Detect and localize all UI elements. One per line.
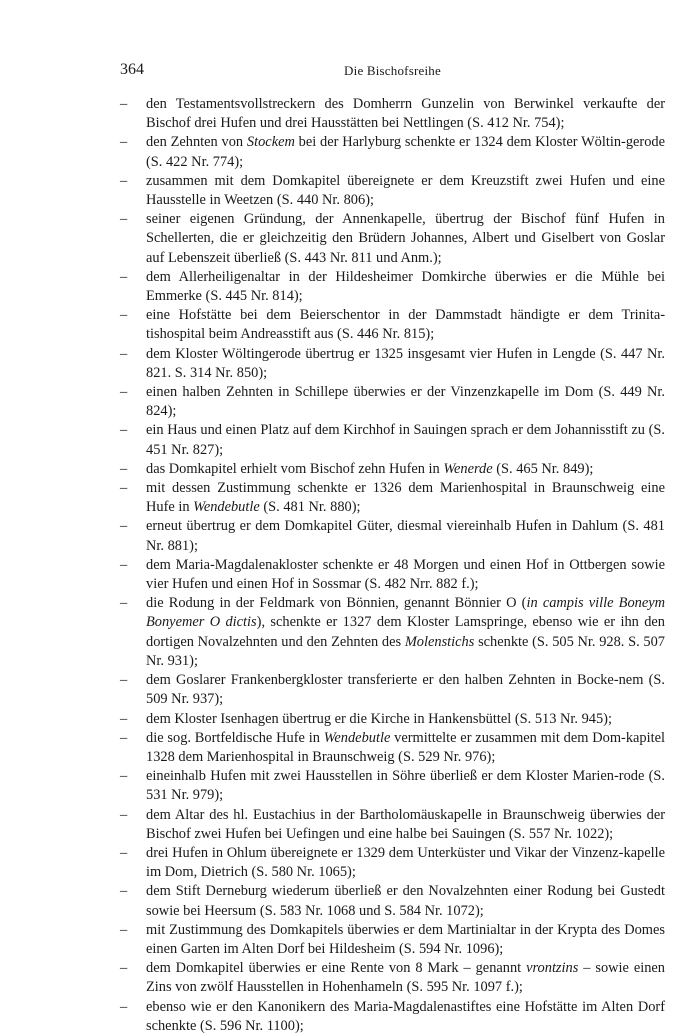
italic-term: Wendebutle: [323, 729, 391, 746]
entry-text: [146, 999, 665, 1034]
entry-segment: mit Zustimmung des Domkapitels überwies er dem Martinialtar in der Krypta des Domes einen Garten im Alten Dorf bei Hildesheim (S. 594 Nr. 1096);: [146, 921, 665, 957]
entry-text: [146, 422, 665, 457]
entry-text: [146, 730, 665, 765]
entry-segment: dem Goslarer Frankenbergkloster transferierte er den halben Zehnten in Bocke-nem (S. 509 Nr. 937);: [146, 672, 665, 708]
list-item: [120, 172, 665, 210]
entry-text: [146, 518, 665, 553]
entry-text: [146, 711, 612, 727]
entry-text: [146, 960, 665, 995]
entry-segment: dem Maria-Magdalenakloster schenkte er 48 Morgen und einen Hof in Ottbergen sowie vier Hufen und einen Hof in Sossmar (S. 482 Nrr. 882 f.);: [146, 556, 665, 593]
list-item: [120, 844, 665, 882]
entry-text: [146, 384, 665, 419]
bullet-dash: –: [120, 480, 128, 497]
entry-text: [146, 768, 665, 803]
list-item: [120, 806, 665, 844]
list-item: [120, 594, 665, 671]
entry-segment: erneut übertrug er dem Domkapitel Güter, diesmal viereinhalb Hufen in Dahlum (S. 481 Nr. 881);: [146, 518, 665, 554]
entry-segment: bei der Harlyburg schenkte er 1324 dem Kloster Wöltin-gerode (S. 422 Nr. 774);: [146, 134, 665, 170]
entry-text: [146, 307, 665, 342]
list-item: [120, 460, 665, 479]
entry-segment: dem Kloster Wöltingerode übertrug er 1325 insgesamt vier Hufen in Lengde (S. 447 Nr. 821. S. 314 Nr. 850);: [146, 345, 665, 381]
entry-segment: eine Hofstätte bei dem Beierschentor in der Dammstadt händigte er dem Trinita-tishospital beim Andreasstift aus (S. 446 Nr. 815);: [146, 307, 665, 343]
entry-segment: dem Altar des hl. Eustachius in der Bartholomäuskapelle in Braunschweig überwies der Bischof zwei Hufen bei Uefingen und eine halbe bei Sauingen (S. 557 Nr. 1022);: [146, 806, 665, 842]
bullet-dash: –: [120, 518, 128, 535]
entry-text: [146, 595, 665, 669]
list-item: [120, 95, 665, 133]
bullet-dash: –: [120, 345, 128, 362]
entry-segment: schenkte (S. 505 Nr. 928. S. 507 Nr. 931);: [146, 633, 665, 669]
list-item: [120, 421, 665, 459]
running-head: Die Bischofsreihe: [344, 63, 441, 78]
list-item: [120, 479, 665, 517]
entry-segment: ein Haus und einen Platz auf dem Kirchhof in Sauingen sprach er dem Johannisstift zu (S. 451 Nr. 827);: [146, 422, 665, 458]
italic-term: in campis ville Boneym Bonyemer O dictis: [146, 595, 666, 631]
bullet-dash: –: [120, 96, 128, 112]
list-item: [120, 882, 665, 920]
italic-term: Stockem: [246, 134, 295, 151]
italic-term: Wendebutle: [193, 499, 260, 516]
page-number: 364: [120, 61, 144, 78]
bullet-dash: –: [120, 172, 128, 189]
bullet-dash: –: [120, 460, 128, 477]
list-item: [120, 383, 665, 421]
bullet-dash: –: [120, 921, 128, 938]
entry-segment: (S. 481 Nr. 880);: [259, 499, 361, 516]
list-item: [120, 921, 665, 959]
entry-segment: dem Allerheiligenaltar in der Hildesheimer Domkirche überwies er die Mühle bei Emmerke (S. 445 Nr. 814);: [146, 268, 665, 305]
bullet-dash: –: [120, 960, 128, 977]
bullet-dash: –: [120, 710, 128, 727]
entry-text: [146, 480, 665, 515]
entry-segment: zusammen mit dem Domkapitel übereignete er dem Kreuzstift zwei Hufen und eine Hausstelle in Weetzen (S. 440 Nr. 806);: [146, 172, 665, 209]
italic-term: Molenstichs: [404, 633, 475, 650]
bullet-dash: –: [120, 806, 128, 823]
entry-text: [146, 461, 593, 477]
bullet-dash: –: [120, 595, 128, 612]
entry-segment: vermittelte er zusammen mit dem Dom-kapitel 1328 dem Marienhospital in Braunschweig (S. 529 Nr. 976);: [146, 729, 665, 765]
entry-segment: (S. 465 Nr. 849);: [492, 460, 594, 477]
entry-text: [146, 672, 665, 707]
bullet-dash: –: [120, 672, 128, 689]
entry-list: [120, 95, 665, 1036]
entry-segment: einen halben Zehnten in Schillepe überwies er der Vinzenzkapelle im Dom (S. 449 Nr. 824);: [146, 384, 665, 420]
entry-segment: seiner eigenen Gründung, der Annenkapelle, übertrug der Bischof fünf Hufen in Schellerten, die er gleichzeitig den Brüdern Johannes, Albert und Giselbert von Goslar auf Lebenszeit überließ (S. 443 Nr. 811 und Anm.);: [146, 211, 665, 266]
list-item: [120, 268, 665, 306]
entry-text: [146, 96, 665, 131]
list-item: [120, 959, 665, 997]
entry-segment: den Zehnten von: [146, 134, 247, 151]
bullet-dash: –: [120, 998, 128, 1015]
italic-term: vrontzins: [526, 960, 579, 977]
bullet-dash: –: [120, 307, 128, 324]
list-item: [120, 710, 665, 729]
bullet-dash: –: [120, 422, 128, 439]
entry-segment: mit dessen Zustimmung schenkte er 1326 dem Marienhospital in Braunschweig eine Hufe in: [146, 480, 665, 516]
list-item: [120, 133, 665, 171]
list-item: [120, 345, 665, 383]
bullet-dash: –: [120, 556, 128, 573]
entry-text: [146, 845, 665, 880]
entry-segment: ebenso wie er den Kanonikern des Maria-Magdalenastiftes eine Hofstätte im Alten Dorf schenkte (S. 596 Nr. 1100);: [146, 998, 665, 1034]
entry-segment: das Domkapitel erhielt vom Bischof zehn Hufen in: [146, 460, 444, 477]
list-item: [120, 671, 665, 709]
entry-text: [146, 346, 665, 381]
bullet-dash: –: [120, 384, 128, 401]
list-item: [120, 306, 665, 344]
entry-text: [146, 211, 665, 265]
italic-term: Wenerde: [443, 460, 493, 477]
list-item: [120, 767, 665, 805]
entry-segment: dem Kloster Isenhagen übertrug er die Kirche in Hankensbüttel (S. 513 Nr. 945);: [146, 710, 612, 727]
entry-segment: drei Hufen in Ohlum übereignete er 1329 dem Unterküster und Vikar der Vinzenz-kapelle im Dom, Dietrich (S. 580 Nr. 1065);: [146, 844, 665, 881]
entry-text: [146, 269, 665, 304]
entry-text: [146, 922, 665, 957]
bullet-dash: –: [120, 768, 128, 785]
list-item: [120, 556, 665, 594]
entry-text: [146, 134, 665, 169]
bullet-dash: –: [120, 729, 128, 746]
entry-segment: dem Domkapitel überwies er eine Rente von 8 Mark – genannt: [146, 960, 527, 977]
entry-text: [146, 807, 665, 842]
entry-segment: ), schenkte er 1327 dem Kloster Lamspringe, ebenso wie er ihn den dortigen Novalzehnten und den Zehnten des: [146, 614, 665, 650]
entry-segment: – sowie einen Zins von zwölf Hausstellen in Hohenhameln (S. 595 Nr. 1097 f.);: [146, 960, 666, 996]
entry-text: [146, 557, 665, 592]
entry-text: [146, 883, 665, 918]
bullet-dash: –: [120, 883, 128, 900]
list-item: [120, 517, 665, 555]
bullet-dash: –: [120, 211, 128, 228]
entry-text: [146, 173, 665, 208]
entry-segment: den Testamentsvollstreckern des Domherrn Gunzelin von Berwinkel verkaufte der Bischof drei Hufen und drei Hausstätten bei Nettlingen (S. 412 Nr. 754);: [146, 96, 665, 132]
list-item: [120, 729, 665, 767]
bullet-dash: –: [120, 844, 128, 861]
entry-segment: dem Stift Derneburg wiederum überließ er den Novalzehnten einer Rodung bei Gustedt sowie bei Heersum (S. 583 Nr. 1068 und S. 584 Nr. 1072);: [146, 883, 665, 919]
bullet-dash: –: [120, 134, 128, 151]
entry-segment: eineinhalb Hufen mit zwei Hausstellen in Söhre überließ er dem Kloster Marien-rode (S. 531 Nr. 979);: [146, 768, 665, 804]
list-item: [120, 210, 665, 268]
list-item: [120, 998, 665, 1036]
bullet-dash: –: [120, 268, 128, 285]
entry-segment: die sog. Bortfeldische Hufe in: [146, 729, 324, 746]
entry-segment: die Rodung in der Feldmark von Bönnien, genannt Bönnier O (: [146, 595, 527, 612]
